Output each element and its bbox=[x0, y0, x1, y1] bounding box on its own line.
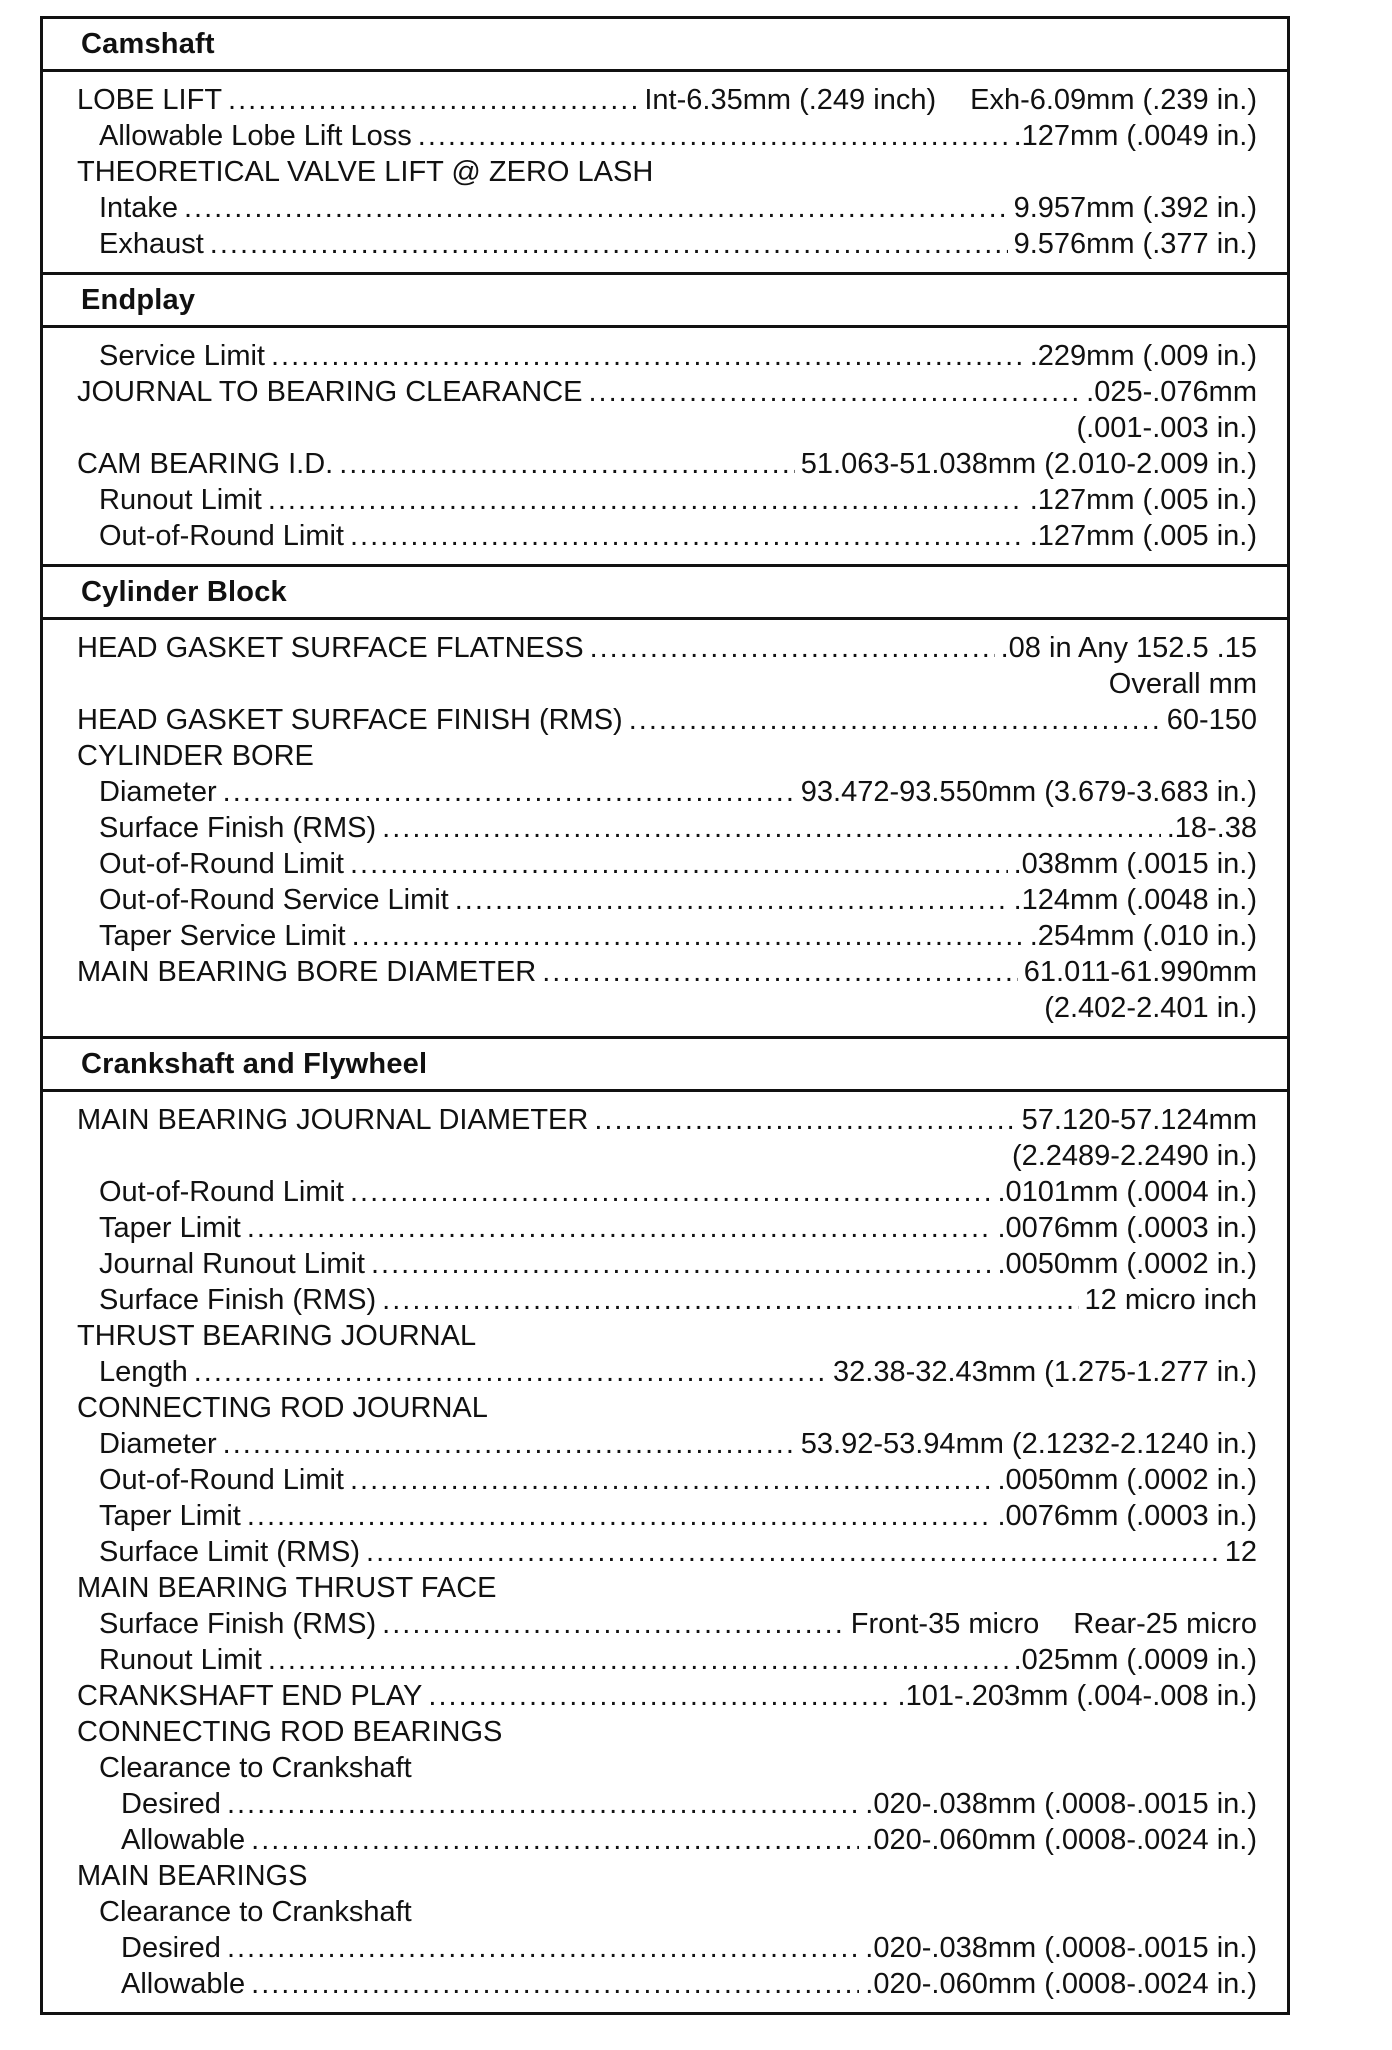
section-title: Camshaft bbox=[43, 19, 1287, 72]
spec-row bbox=[77, 1174, 1257, 1210]
dot-leader bbox=[594, 1102, 1015, 1138]
spec-label: THEORETICAL VALVE LIFT @ ZERO LASH bbox=[77, 156, 654, 188]
section-title: Cylinder Block bbox=[43, 567, 1287, 620]
spec-label: MAIN BEARINGS bbox=[77, 1860, 308, 1892]
spec-row bbox=[77, 226, 1257, 262]
spec-value: 12 micro inch bbox=[1084, 1284, 1257, 1316]
spec-row bbox=[77, 810, 1257, 846]
spec-label: Out-of-Round Service Limit bbox=[99, 884, 449, 916]
dot-leader bbox=[251, 1966, 859, 2002]
spec-value: .229mm (.009 in.) bbox=[1029, 340, 1257, 372]
spec-label: Intake bbox=[99, 192, 178, 224]
section-body bbox=[43, 620, 1287, 1036]
spec-value: .0076mm (.0003 in.) bbox=[997, 1500, 1257, 1532]
spec-value: .18-.38 bbox=[1166, 812, 1257, 844]
spec-value: .038mm (.0015 in.) bbox=[1013, 848, 1257, 880]
spec-label: Out-of-Round Limit bbox=[99, 848, 344, 880]
spec-label: Out-of-Round Limit bbox=[99, 1176, 344, 1208]
spec-label: Runout Limit bbox=[99, 484, 262, 516]
section-title: Crankshaft and Flywheel bbox=[43, 1039, 1287, 1092]
dot-leader bbox=[590, 630, 995, 666]
spec-row bbox=[77, 1534, 1257, 1570]
spec-row bbox=[77, 702, 1257, 738]
dot-leader bbox=[542, 954, 1018, 990]
spec-label: Exhaust bbox=[99, 228, 204, 260]
spec-label: Clearance to Crankshaft bbox=[99, 1752, 412, 1784]
spec-row bbox=[77, 1102, 1257, 1138]
dot-leader bbox=[247, 1498, 992, 1534]
spec-value: .0076mm (.0003 in.) bbox=[997, 1212, 1257, 1244]
dot-leader bbox=[194, 1354, 827, 1390]
spec-value: 32.38-32.43mm (1.275-1.277 in.) bbox=[833, 1356, 1257, 1388]
spec-table bbox=[40, 16, 1290, 2015]
spec-label: CONNECTING ROD BEARINGS bbox=[77, 1716, 503, 1748]
spec-subheading bbox=[77, 1750, 1257, 1786]
spec-subheading bbox=[77, 1318, 1257, 1354]
section-body bbox=[43, 1092, 1287, 2012]
dot-leader bbox=[210, 226, 1008, 262]
spec-row bbox=[77, 918, 1257, 954]
spec-subheading bbox=[77, 154, 1257, 190]
spec-value: 53.92-53.94mm (2.1232-2.1240 in.) bbox=[800, 1428, 1257, 1460]
spec-row bbox=[77, 1966, 1257, 2002]
spec-section bbox=[43, 567, 1287, 1039]
dot-leader bbox=[223, 1426, 795, 1462]
dot-leader bbox=[588, 374, 1080, 410]
dot-leader bbox=[227, 1930, 859, 1966]
spec-row bbox=[77, 446, 1257, 482]
dot-leader bbox=[418, 118, 1008, 154]
spec-label: Service Limit bbox=[99, 340, 265, 372]
spec-row bbox=[77, 1210, 1257, 1246]
spec-value: .020-.038mm (.0008-.0015 in.) bbox=[865, 1788, 1257, 1820]
dot-leader bbox=[184, 190, 1008, 226]
spec-value: 51.063-51.038mm (2.010-2.009 in.) bbox=[800, 448, 1257, 480]
dot-leader bbox=[382, 1606, 845, 1642]
spec-label: Surface Limit (RMS) bbox=[99, 1536, 361, 1568]
spec-label: Out-of-Round Limit bbox=[99, 520, 344, 552]
spec-row bbox=[77, 1282, 1257, 1318]
spec-value: .127mm (.005 in.) bbox=[1029, 520, 1257, 552]
spec-row bbox=[77, 1462, 1257, 1498]
section-body bbox=[43, 328, 1287, 564]
spec-label: Diameter bbox=[99, 1428, 217, 1460]
spec-row bbox=[77, 118, 1257, 154]
spec-row bbox=[77, 190, 1257, 226]
spec-label: CONNECTING ROD JOURNAL bbox=[77, 1392, 488, 1424]
spec-row bbox=[77, 846, 1257, 882]
dot-leader bbox=[428, 1678, 891, 1714]
spec-subheading bbox=[77, 738, 1257, 774]
spec-value: Int-6.35mm (.249 inch) bbox=[644, 84, 937, 116]
spec-subheading bbox=[77, 1714, 1257, 1750]
spec-row bbox=[77, 1642, 1257, 1678]
spec-section bbox=[43, 19, 1287, 275]
dot-leader bbox=[350, 518, 1024, 554]
spec-value: .0101mm (.0004 in.) bbox=[997, 1176, 1257, 1208]
dot-leader bbox=[629, 702, 1161, 738]
spec-label: Surface Finish (RMS) bbox=[99, 1284, 377, 1316]
dot-leader bbox=[382, 1282, 1078, 1318]
spec-label: JOURNAL TO BEARING CLEARANCE bbox=[77, 376, 583, 408]
spec-subheading bbox=[77, 1894, 1257, 1930]
section-body bbox=[43, 72, 1287, 272]
spec-row bbox=[77, 1354, 1257, 1390]
spec-row bbox=[77, 1930, 1257, 1966]
spec-value: 61.011-61.990mm bbox=[1023, 956, 1257, 988]
spec-label: Allowable bbox=[121, 1824, 246, 1856]
spec-row bbox=[77, 518, 1257, 554]
spec-value: .020-.060mm (.0008-.0024 in.) bbox=[865, 1968, 1257, 2000]
value-continuation: (2.402-2.401 in.) bbox=[1044, 992, 1257, 1024]
spec-row bbox=[77, 482, 1257, 518]
section-title: Endplay bbox=[43, 275, 1287, 328]
spec-row bbox=[77, 1786, 1257, 1822]
spec-label: HEAD GASKET SURFACE FLATNESS bbox=[77, 632, 584, 664]
spec-value: 93.472-93.550mm (3.679-3.683 in.) bbox=[800, 776, 1257, 808]
spec-value: .101-.203mm (.004-.008 in.) bbox=[897, 1680, 1257, 1712]
spec-label: THRUST BEARING JOURNAL bbox=[77, 1320, 477, 1352]
dot-leader bbox=[382, 810, 1161, 846]
spec-label: MAIN BEARING THRUST FACE bbox=[77, 1572, 497, 1604]
spec-label: Journal Runout Limit bbox=[99, 1248, 365, 1280]
dot-leader bbox=[455, 882, 1008, 918]
spec-label: Allowable Lobe Lift Loss bbox=[99, 120, 412, 152]
dot-leader bbox=[251, 1822, 859, 1858]
spec-subheading bbox=[77, 1390, 1257, 1426]
spec-value: 12 bbox=[1224, 1536, 1257, 1568]
spec-row bbox=[77, 1246, 1257, 1282]
spec-value: .127mm (.005 in.) bbox=[1029, 484, 1257, 516]
spec-value: .254mm (.010 in.) bbox=[1029, 920, 1257, 952]
spec-label: Desired bbox=[121, 1788, 221, 1820]
spec-label: Out-of-Round Limit bbox=[99, 1464, 344, 1496]
spec-row bbox=[77, 1678, 1257, 1714]
spec-label: Taper Service Limit bbox=[99, 920, 346, 952]
spec-label: HEAD GASKET SURFACE FINISH (RMS) bbox=[77, 704, 623, 736]
spec-value: .025mm (.0009 in.) bbox=[1013, 1644, 1257, 1676]
spec-value: 60-150 bbox=[1166, 704, 1257, 736]
spec-value: .020-.038mm (.0008-.0015 in.) bbox=[865, 1932, 1257, 1964]
spec-row bbox=[77, 82, 1257, 118]
spec-label: MAIN BEARING JOURNAL DIAMETER bbox=[77, 1104, 589, 1136]
spec-row bbox=[77, 1426, 1257, 1462]
spec-value: .025-.076mm bbox=[1086, 376, 1257, 408]
dot-leader bbox=[352, 918, 1024, 954]
spec-value: .08 in Any 152.5 .15 bbox=[1000, 632, 1257, 664]
spec-section bbox=[43, 275, 1287, 567]
spec-subheading bbox=[77, 1858, 1257, 1894]
spec-row bbox=[77, 374, 1257, 410]
spec-value: Front-35 micro bbox=[850, 1608, 1040, 1640]
spec-value: 57.120-57.124mm bbox=[1021, 1104, 1257, 1136]
spec-label: Surface Finish (RMS) bbox=[99, 812, 377, 844]
spec-label: Runout Limit bbox=[99, 1644, 262, 1676]
spec-value: .0050mm (.0002 in.) bbox=[997, 1248, 1257, 1280]
spec-row bbox=[77, 630, 1257, 666]
spec-label: Taper Limit bbox=[99, 1500, 241, 1532]
dot-leader bbox=[350, 1174, 991, 1210]
spec-row bbox=[77, 774, 1257, 810]
spec-label: Length bbox=[99, 1356, 188, 1388]
dot-leader bbox=[366, 1534, 1219, 1570]
spec-label: MAIN BEARING BORE DIAMETER bbox=[77, 956, 537, 988]
value-continuation: (.001-.003 in.) bbox=[1076, 412, 1257, 444]
dot-leader bbox=[350, 846, 1008, 882]
spec-label: LOBE LIFT bbox=[77, 84, 223, 116]
spec-label: Desired bbox=[121, 1932, 221, 1964]
dot-leader bbox=[350, 1462, 991, 1498]
dot-leader bbox=[268, 1642, 1008, 1678]
spec-value: .0050mm (.0002 in.) bbox=[997, 1464, 1257, 1496]
spec-row bbox=[77, 1822, 1257, 1858]
spec-value: .020-.060mm (.0008-.0024 in.) bbox=[865, 1824, 1257, 1856]
spec-value-secondary: Exh-6.09mm (.239 in.) bbox=[970, 84, 1257, 116]
dot-leader bbox=[371, 1246, 992, 1282]
spec-label: Clearance to Crankshaft bbox=[99, 1896, 412, 1928]
spec-row bbox=[77, 1498, 1257, 1534]
dot-leader bbox=[271, 338, 1024, 374]
spec-row bbox=[77, 954, 1257, 990]
spec-label: CAM BEARING I.D. bbox=[77, 448, 334, 480]
spec-row bbox=[77, 1606, 1257, 1642]
dot-leader bbox=[339, 446, 795, 482]
spec-value: .124mm (.0048 in.) bbox=[1013, 884, 1257, 916]
spec-subheading bbox=[77, 1570, 1257, 1606]
spec-value: 9.957mm (.392 in.) bbox=[1013, 192, 1257, 224]
dot-leader bbox=[223, 774, 795, 810]
spec-value: 9.576mm (.377 in.) bbox=[1013, 228, 1257, 260]
spec-row bbox=[77, 338, 1257, 374]
spec-label: Taper Limit bbox=[99, 1212, 241, 1244]
spec-value-secondary: Rear-25 micro bbox=[1073, 1608, 1257, 1640]
value-continuation: (2.2489-2.2490 in.) bbox=[1011, 1140, 1257, 1172]
dot-leader bbox=[227, 1786, 859, 1822]
dot-leader bbox=[268, 482, 1024, 518]
spec-label: Surface Finish (RMS) bbox=[99, 1608, 377, 1640]
spec-label: Allowable bbox=[121, 1968, 246, 2000]
spec-label: CRANKSHAFT END PLAY bbox=[77, 1680, 423, 1712]
spec-section bbox=[43, 1039, 1287, 2012]
dot-leader bbox=[247, 1210, 992, 1246]
spec-value: .127mm (.0049 in.) bbox=[1013, 120, 1257, 152]
value-continuation: Overall mm bbox=[1108, 668, 1257, 700]
spec-label: Diameter bbox=[99, 776, 217, 808]
spec-label: CYLINDER BORE bbox=[77, 740, 314, 772]
spec-row bbox=[77, 882, 1257, 918]
dot-leader bbox=[228, 82, 638, 118]
